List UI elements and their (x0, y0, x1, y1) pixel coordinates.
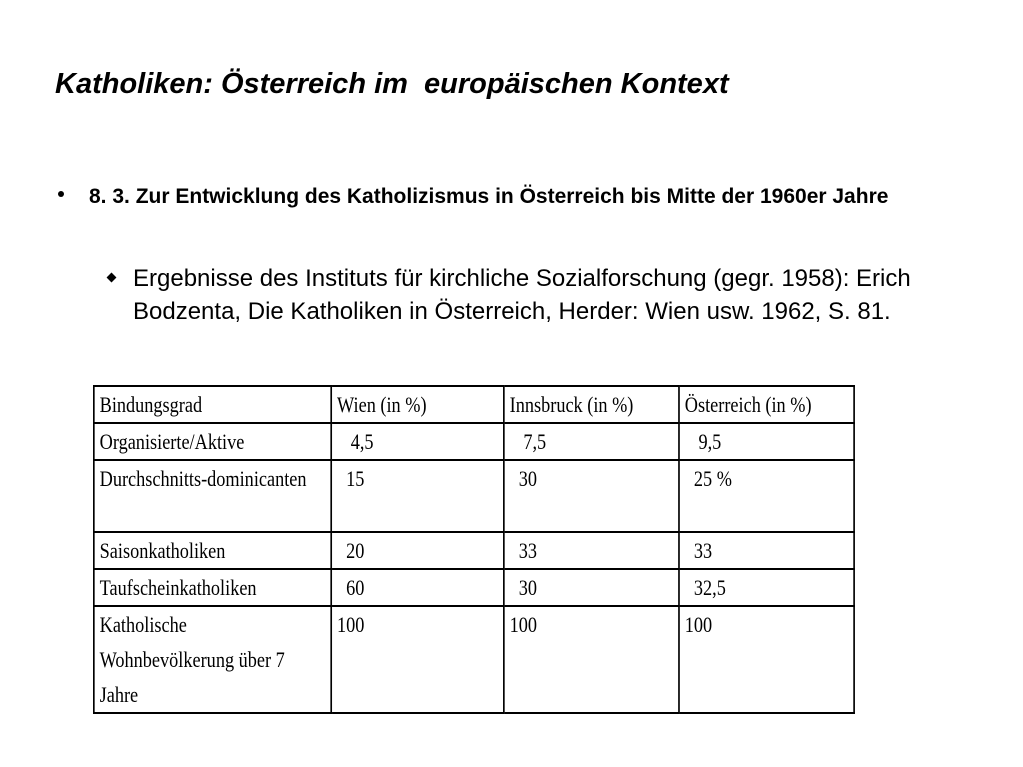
table-row (94, 423, 854, 460)
table-cell: 4,5 (331, 423, 504, 460)
table-cell (94, 460, 331, 532)
table-cell: 33 (504, 532, 679, 569)
table-cell: 60 (331, 569, 504, 606)
table-cell: 7,5 (504, 423, 679, 460)
table-cell: 32,5 (679, 569, 854, 606)
table-row (94, 460, 854, 532)
table-cell: Katholische Wohnbevölkerung über 7 Jahre (94, 606, 331, 713)
table-row (94, 569, 854, 606)
table-cell: 30 (504, 569, 679, 606)
round-bullet-icon (58, 191, 64, 197)
table-header-cell: Bindungsgrad (94, 386, 331, 423)
bullet-level2-text: Ergebnisse des Instituts für kirchliche Sozialforschung (gegr. 1958): Erich Bodzenta, Die Katholiken in Österreich, Herder: Wien usw. 1962, S. 81. (133, 265, 911, 325)
table-row (94, 532, 854, 569)
table-header-cell: Österreich (in %) (679, 386, 854, 423)
table-cell: 100 (679, 606, 854, 713)
table-cell: 9,5 (679, 423, 854, 460)
table-cell: Taufscheinkatholiken (94, 569, 331, 606)
table-cell: 33 (679, 532, 854, 569)
slide-title: Katholiken: Österreich im europäischen Kontext (55, 68, 729, 100)
table-cell: 15 (331, 460, 504, 532)
table-header-cell: Wien (in %) (331, 386, 504, 423)
table-cell: Saisonkatholiken (94, 532, 331, 569)
table-cell: Organisierte/Aktive (94, 423, 331, 460)
bullet-level1-text: 8. 3. Zur Entwicklung des Katholizismus in Österreich bis Mitte der 1960er Jahre (89, 185, 889, 208)
table-cell: 20 (331, 532, 504, 569)
data-table (93, 385, 855, 714)
table-cell: 100 (331, 606, 504, 713)
table-cell: 30 (504, 460, 679, 532)
table-header-cell: Innsbruck (in %) (504, 386, 679, 423)
table-row (94, 606, 854, 713)
table-header-row (94, 386, 854, 423)
table-cell: 100 (504, 606, 679, 713)
table-cell: 25 % (679, 460, 854, 532)
diamond-bullet-icon (107, 273, 117, 283)
table-cell-text: Durchschnitts-dominicanten (99, 466, 307, 491)
